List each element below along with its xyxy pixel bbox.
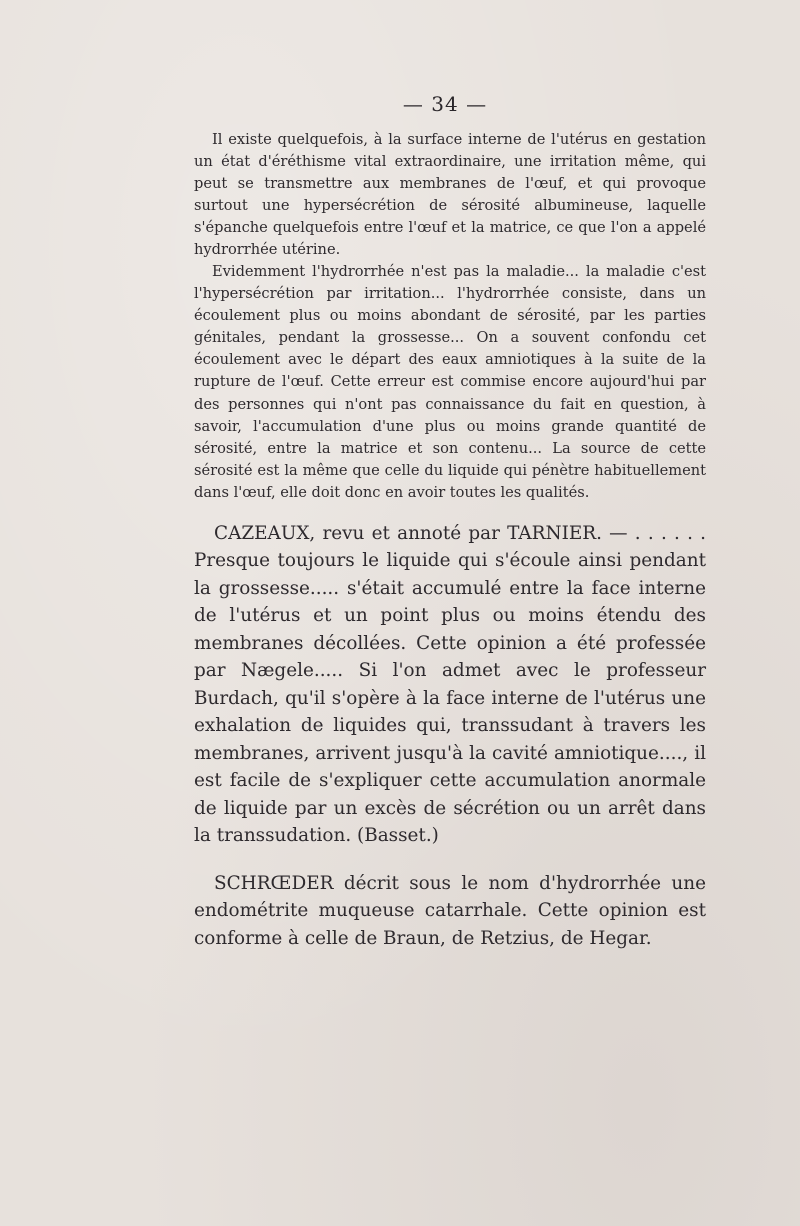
paragraph-block-2 [194,261,706,504]
paragraph-block-1 [194,129,706,262]
paragraph-hydrorrhee-definition: Il existe quelquefois, à la surface interne de l'utérus en gestation un état d'éréthisme vital extraordinaire, une irritation même, qui peut se transmettre aux membranes de l'œuf, et qui provoque surtout une hypersécrétion de sérosité albumineuse, laquelle s'épanche quelquefois entre l'œuf et la matrice, ce que l'on a appelé hydrorrhée utérine. [194,131,706,259]
paragraph-block-3 [194,520,706,849]
page-number: — 34 — [402,92,488,116]
paragraph-block-4 [194,870,706,952]
paragraph-hypersecretion: Evidemment l'hydrorrhée n'est pas la maladie... la maladie c'est l'hypersécrétion par irritation... l'hydrorrhée consiste, dans un écoulement plus ou moins abondant de sérosité, par les parties génitales, pendant la grossesse... On a souvent confondu cet écoulement avec le départ des eaux amniotiques à la suite de la rupture de l'œuf. Cette erreur est commise encore aujourd'hui par des personnes qui n'ont pas connaissance du fait en question, à savoir, l'accumulation d'une plus ou moins grande quantité de sérosité, entre la matrice et son contenu... La source de cette sérosité est la même que celle du liquide qui pénètre habituellement dans l'œuf, elle doit donc en avoir toutes les qualités. [194,263,706,501]
paragraph-cazeaux-quote: CAZEAUX, revu et annoté par TARNIER. — . . . . . . Presque toujours le liquide qui s'écoule ainsi pendant la grossesse..... s'était accumulé entre la face interne de l'utérus et un point plus ou moins étendu des membranes décollées. Cette opinion a été professée par Nægele..... Si l'on admet avec le professeur Burdach, qu'il s'opère à la face interne de l'utérus une exhalation de liquides qui, transsudant à travers les membranes, arrivent jusqu'à la cavité amniotique...., il est facile de s'expliquer cette accumulation anormale de liquide par un excès de sécrétion ou un arrêt dans la transsudation. (Basset.) [194,523,706,846]
paragraph-schroeder: SCHRŒDER décrit sous le nom d'hydrorrhée une endométrite muqueuse catarrhale. Cette opinion est conforme à celle de Braun, de Retzius, de Hegar. [194,873,706,949]
